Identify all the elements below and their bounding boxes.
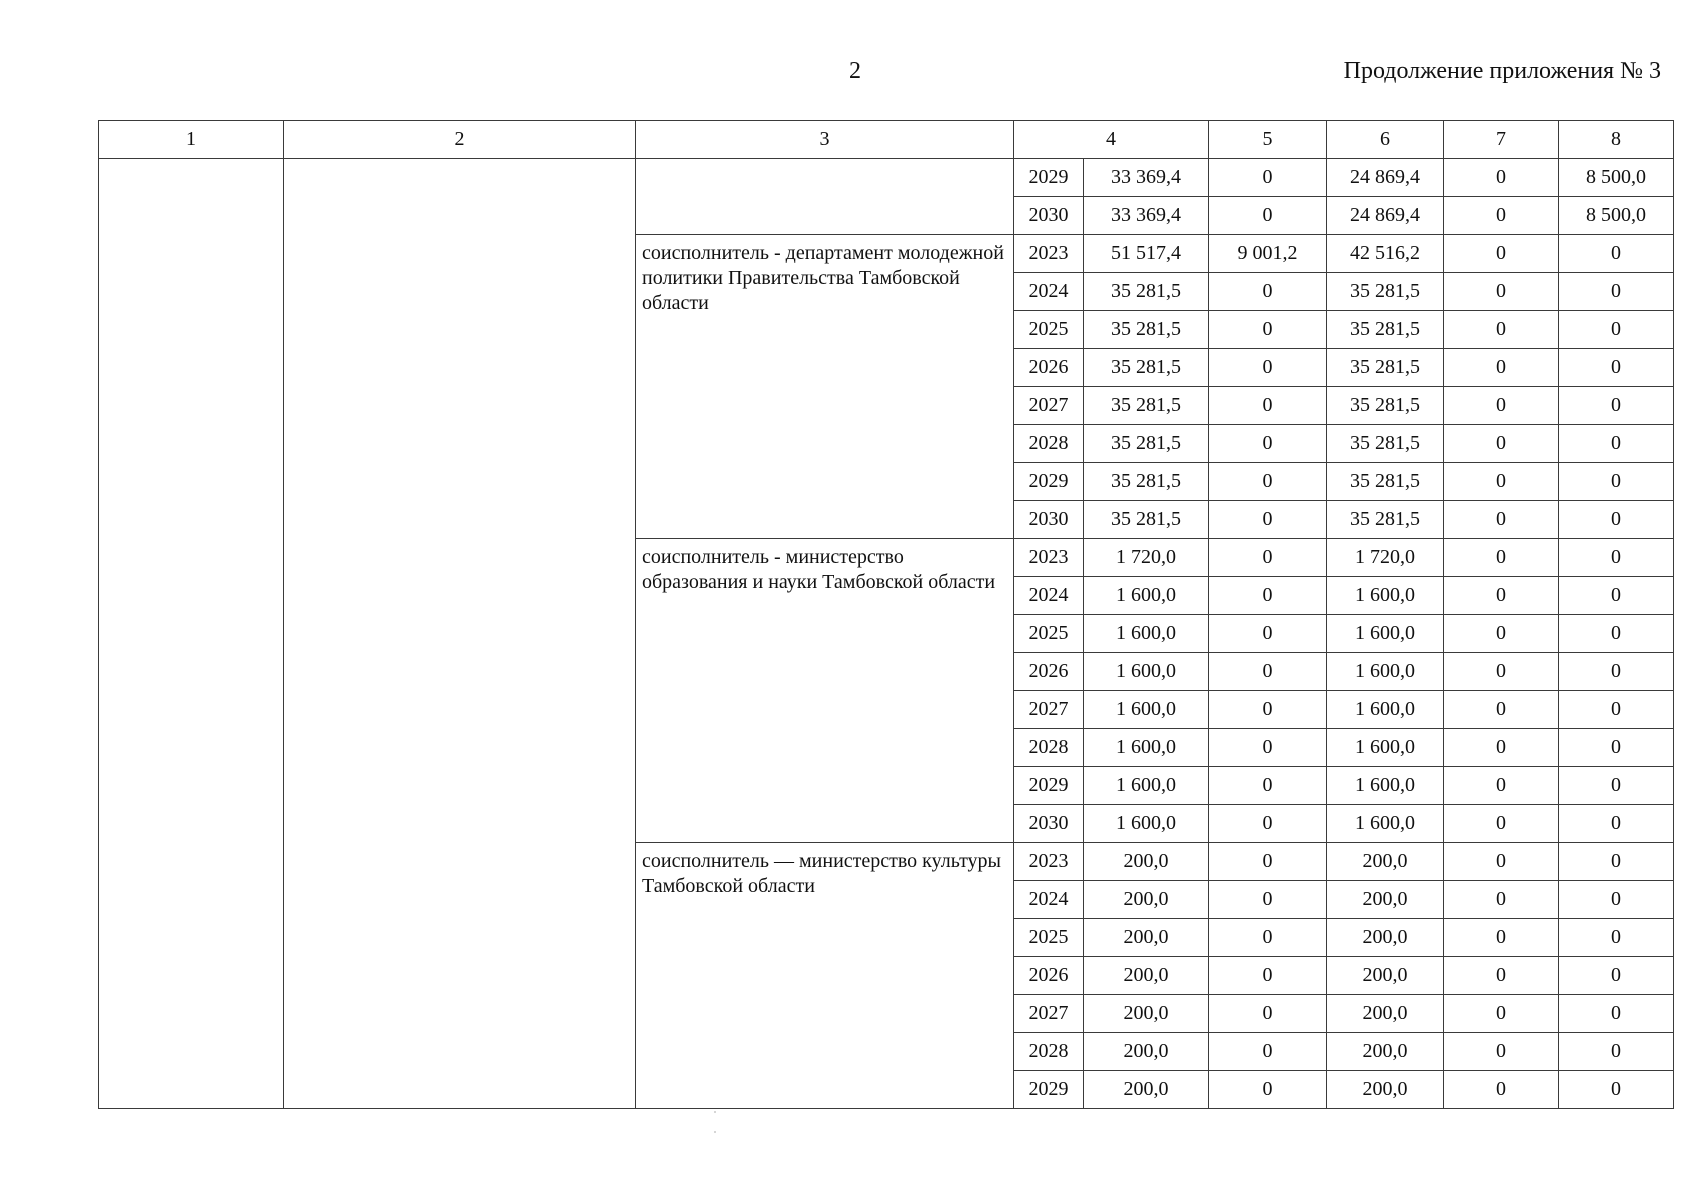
value-cell-5: 0 [1209,653,1327,691]
value-cell-7: 0 [1444,311,1559,349]
year-cell: 2024 [1014,881,1084,919]
table-body [99,159,1674,1109]
value-cell-8: 0 [1559,273,1674,311]
page-number: 2 [849,58,861,84]
value-cell-5: 0 [1209,577,1327,615]
value-cell-8: 0 [1559,425,1674,463]
value-cell-6: 1 600,0 [1327,577,1444,615]
value-cell-8: 0 [1559,501,1674,539]
value-cell-8: 0 [1559,235,1674,273]
value-cell-6: 24 869,4 [1327,197,1444,235]
column-number-2: 2 [284,121,636,159]
value-cell-5: 0 [1209,1033,1327,1071]
value-cell-6: 35 281,5 [1327,387,1444,425]
value-cell-4: 1 600,0 [1084,691,1209,729]
value-cell-7: 0 [1444,843,1559,881]
budget-table [98,120,1674,1109]
year-cell: 2023 [1014,843,1084,881]
value-cell-6: 200,0 [1327,995,1444,1033]
value-cell-5: 0 [1209,767,1327,805]
value-cell-7: 0 [1444,197,1559,235]
value-cell-6: 200,0 [1327,919,1444,957]
value-cell-4: 35 281,5 [1084,273,1209,311]
value-cell-8: 0 [1559,881,1674,919]
value-cell-8: 0 [1559,311,1674,349]
value-cell-4: 51 517,4 [1084,235,1209,273]
value-cell-7: 0 [1444,615,1559,653]
value-cell-5: 0 [1209,425,1327,463]
value-cell-4: 33 369,4 [1084,159,1209,197]
value-cell-4: 1 600,0 [1084,577,1209,615]
value-cell-6: 200,0 [1327,957,1444,995]
value-cell-7: 0 [1444,805,1559,843]
value-cell-7: 0 [1444,691,1559,729]
value-cell-4: 35 281,5 [1084,311,1209,349]
value-cell-8: 0 [1559,729,1674,767]
value-cell-8: 0 [1559,1071,1674,1109]
value-cell-5: 0 [1209,273,1327,311]
value-cell-6: 35 281,5 [1327,501,1444,539]
value-cell-4: 1 600,0 [1084,767,1209,805]
value-cell-5: 0 [1209,843,1327,881]
value-cell-7: 0 [1444,387,1559,425]
value-cell-5: 9 001,2 [1209,235,1327,273]
year-cell: 2030 [1014,501,1084,539]
column-number-3: 3 [636,121,1014,159]
year-cell: 2029 [1014,463,1084,501]
value-cell-5: 0 [1209,1071,1327,1109]
value-cell-8: 0 [1559,349,1674,387]
executor-cell: соисполнитель - министерство образования и науки Тамбовской области [636,539,1014,843]
value-cell-4: 200,0 [1084,957,1209,995]
value-cell-4: 200,0 [1084,1071,1209,1109]
value-cell-4: 35 281,5 [1084,463,1209,501]
year-cell: 2024 [1014,577,1084,615]
value-cell-5: 0 [1209,881,1327,919]
value-cell-8: 0 [1559,1033,1674,1071]
value-cell-5: 0 [1209,615,1327,653]
value-cell-4: 200,0 [1084,881,1209,919]
value-cell-4: 200,0 [1084,995,1209,1033]
value-cell-4: 1 720,0 [1084,539,1209,577]
column-1-cell [99,159,284,1109]
year-cell: 2029 [1014,767,1084,805]
value-cell-7: 0 [1444,235,1559,273]
value-cell-4: 33 369,4 [1084,197,1209,235]
value-cell-4: 35 281,5 [1084,501,1209,539]
column-number-4: 4 [1014,121,1209,159]
value-cell-6: 1 600,0 [1327,691,1444,729]
year-cell: 2030 [1014,197,1084,235]
value-cell-4: 1 600,0 [1084,805,1209,843]
year-cell: 2028 [1014,729,1084,767]
year-cell: 2028 [1014,1033,1084,1071]
scan-speck [714,1131,716,1133]
value-cell-6: 200,0 [1327,843,1444,881]
value-cell-4: 1 600,0 [1084,729,1209,767]
year-cell: 2025 [1014,919,1084,957]
column-number-row [99,121,1674,159]
column-number-7: 7 [1444,121,1559,159]
value-cell-4: 200,0 [1084,919,1209,957]
executor-cell: соисполнитель - департамент молодежной политики Правительства Тамбовской области [636,235,1014,539]
value-cell-8: 0 [1559,691,1674,729]
value-cell-8: 8 500,0 [1559,159,1674,197]
value-cell-8: 0 [1559,957,1674,995]
value-cell-6: 24 869,4 [1327,159,1444,197]
value-cell-8: 0 [1559,463,1674,501]
value-cell-4: 35 281,5 [1084,425,1209,463]
value-cell-5: 0 [1209,197,1327,235]
value-cell-7: 0 [1444,729,1559,767]
year-cell: 2026 [1014,957,1084,995]
value-cell-5: 0 [1209,919,1327,957]
value-cell-6: 35 281,5 [1327,311,1444,349]
value-cell-7: 0 [1444,539,1559,577]
year-cell: 2030 [1014,805,1084,843]
value-cell-4: 200,0 [1084,843,1209,881]
value-cell-5: 0 [1209,501,1327,539]
value-cell-7: 0 [1444,501,1559,539]
value-cell-6: 1 600,0 [1327,767,1444,805]
value-cell-5: 0 [1209,159,1327,197]
value-cell-6: 35 281,5 [1327,273,1444,311]
executor-cell: соисполнитель — министерство культуры Тамбовской области [636,843,1014,1109]
year-cell: 2029 [1014,159,1084,197]
year-cell: 2024 [1014,273,1084,311]
year-cell: 2023 [1014,235,1084,273]
value-cell-8: 0 [1559,653,1674,691]
value-cell-7: 0 [1444,1071,1559,1109]
year-cell: 2025 [1014,615,1084,653]
value-cell-7: 0 [1444,881,1559,919]
executor-cell [636,159,1014,235]
year-cell: 2026 [1014,653,1084,691]
column-number-6: 6 [1327,121,1444,159]
value-cell-5: 0 [1209,311,1327,349]
year-cell: 2027 [1014,387,1084,425]
value-cell-6: 1 600,0 [1327,805,1444,843]
value-cell-5: 0 [1209,995,1327,1033]
value-cell-7: 0 [1444,159,1559,197]
year-cell: 2027 [1014,995,1084,1033]
year-cell: 2025 [1014,311,1084,349]
value-cell-4: 1 600,0 [1084,615,1209,653]
value-cell-6: 1 600,0 [1327,615,1444,653]
year-cell: 2027 [1014,691,1084,729]
value-cell-7: 0 [1444,273,1559,311]
value-cell-7: 0 [1444,767,1559,805]
value-cell-7: 0 [1444,349,1559,387]
value-cell-4: 1 600,0 [1084,653,1209,691]
value-cell-5: 0 [1209,957,1327,995]
value-cell-7: 0 [1444,463,1559,501]
value-cell-5: 0 [1209,463,1327,501]
value-cell-6: 42 516,2 [1327,235,1444,273]
value-cell-6: 1 600,0 [1327,653,1444,691]
value-cell-4: 35 281,5 [1084,349,1209,387]
value-cell-6: 200,0 [1327,1033,1444,1071]
year-cell: 2026 [1014,349,1084,387]
value-cell-8: 0 [1559,767,1674,805]
value-cell-8: 0 [1559,805,1674,843]
value-cell-5: 0 [1209,387,1327,425]
value-cell-8: 0 [1559,995,1674,1033]
value-cell-8: 0 [1559,919,1674,957]
value-cell-7: 0 [1444,577,1559,615]
value-cell-6: 1 720,0 [1327,539,1444,577]
value-cell-8: 0 [1559,615,1674,653]
value-cell-5: 0 [1209,691,1327,729]
column-number-5: 5 [1209,121,1327,159]
value-cell-7: 0 [1444,653,1559,691]
value-cell-7: 0 [1444,957,1559,995]
value-cell-4: 200,0 [1084,1033,1209,1071]
value-cell-6: 35 281,5 [1327,463,1444,501]
value-cell-8: 0 [1559,539,1674,577]
year-cell: 2029 [1014,1071,1084,1109]
column-number-1: 1 [99,121,284,159]
table-row [99,159,1674,197]
value-cell-6: 35 281,5 [1327,349,1444,387]
value-cell-6: 200,0 [1327,881,1444,919]
value-cell-5: 0 [1209,349,1327,387]
value-cell-8: 0 [1559,843,1674,881]
column-2-cell [284,159,636,1109]
value-cell-7: 0 [1444,425,1559,463]
value-cell-8: 0 [1559,387,1674,425]
value-cell-5: 0 [1209,729,1327,767]
value-cell-6: 35 281,5 [1327,425,1444,463]
value-cell-5: 0 [1209,805,1327,843]
value-cell-7: 0 [1444,1033,1559,1071]
year-cell: 2028 [1014,425,1084,463]
year-cell: 2023 [1014,539,1084,577]
value-cell-7: 0 [1444,919,1559,957]
value-cell-4: 35 281,5 [1084,387,1209,425]
scan-speck [714,1111,716,1113]
value-cell-6: 1 600,0 [1327,729,1444,767]
value-cell-8: 0 [1559,577,1674,615]
value-cell-5: 0 [1209,539,1327,577]
appendix-continuation-note: Продолжение приложения № 3 [1343,58,1661,84]
value-cell-8: 8 500,0 [1559,197,1674,235]
value-cell-7: 0 [1444,995,1559,1033]
value-cell-6: 200,0 [1327,1071,1444,1109]
column-number-8: 8 [1559,121,1674,159]
